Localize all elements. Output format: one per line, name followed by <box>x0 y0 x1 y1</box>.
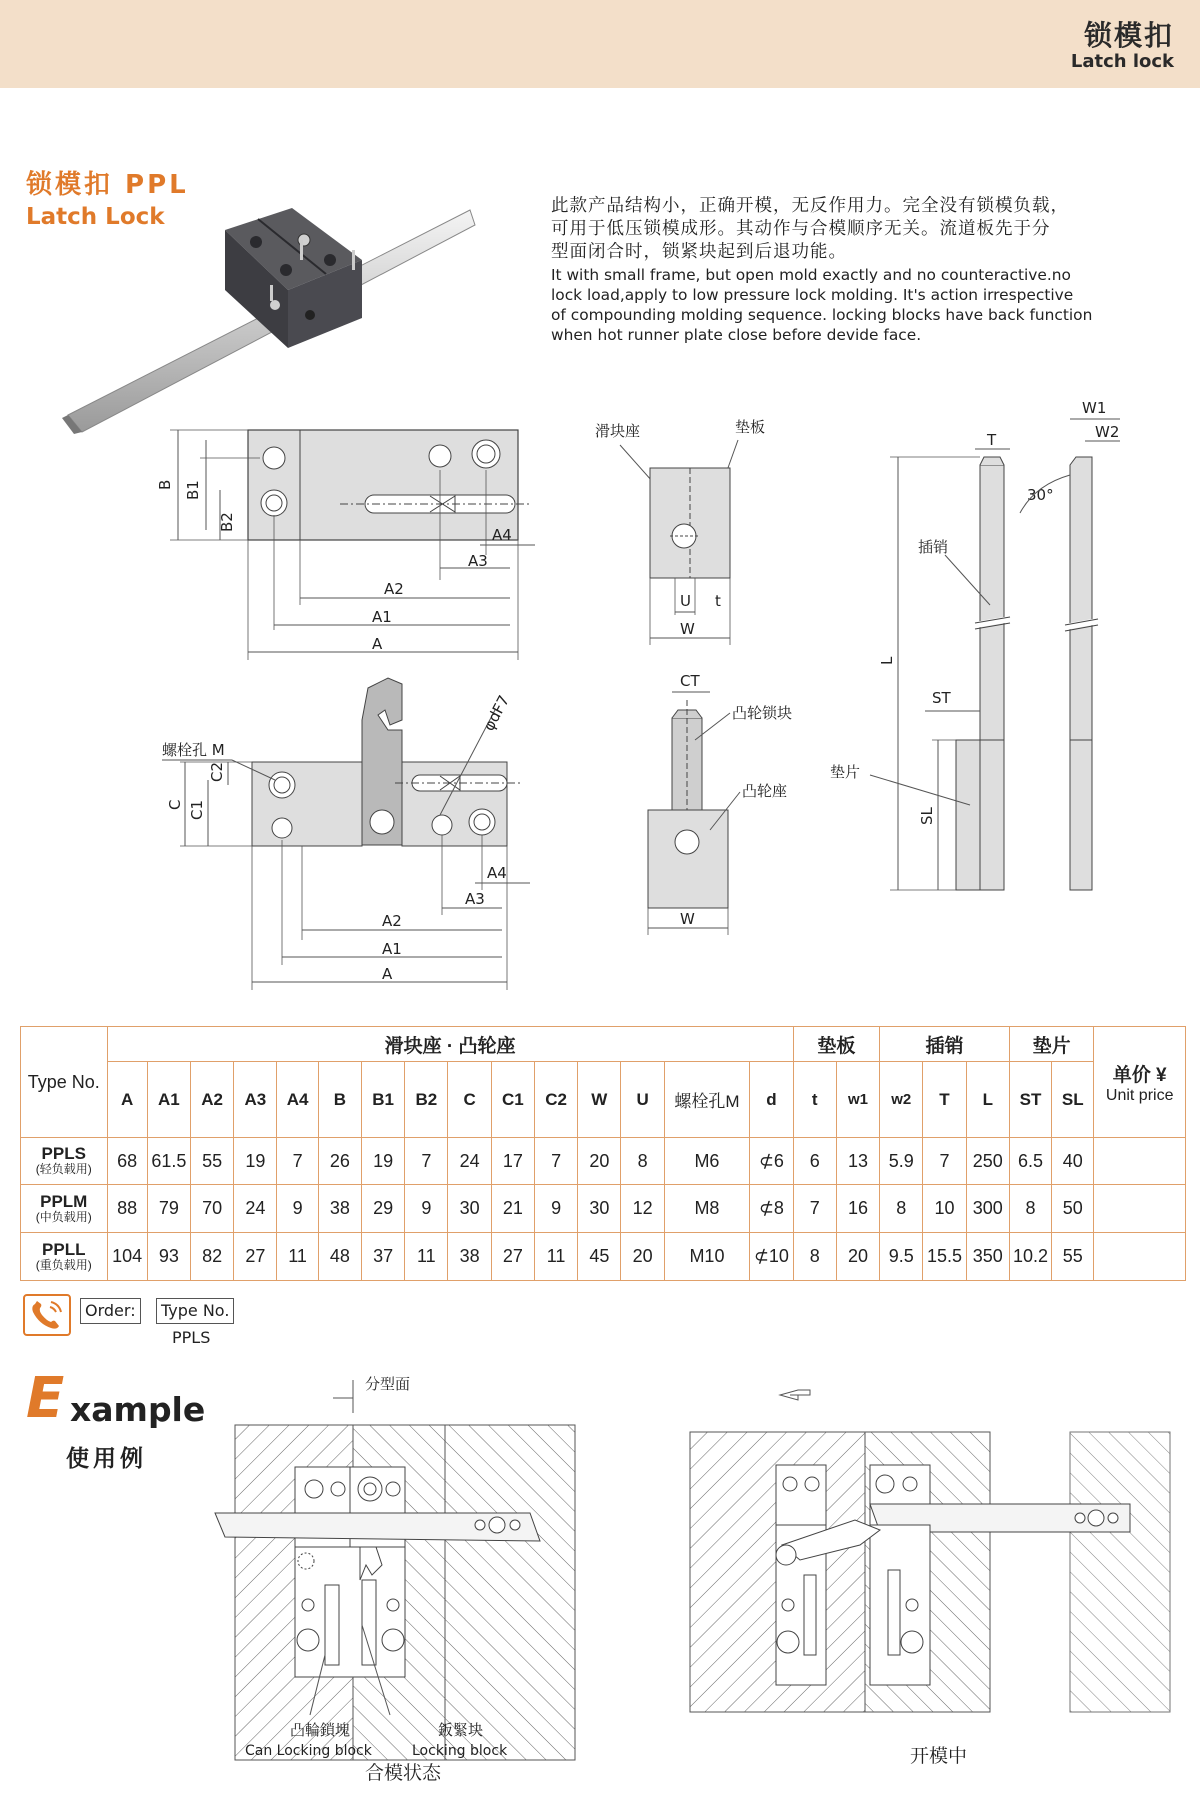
table-cell: 9.5 <box>880 1233 923 1281</box>
dim-label-SL: SL <box>918 807 936 825</box>
table-cell: M8 <box>664 1185 749 1233</box>
parting-face-label: 分型面 <box>365 1375 411 1393</box>
table-cell: 7 <box>923 1138 966 1185</box>
column-header: W <box>578 1062 621 1138</box>
table-cell: 11 <box>534 1233 577 1281</box>
dim-label-W: W <box>680 910 695 928</box>
table-cell: 13 <box>836 1138 879 1185</box>
table-cell: 82 <box>190 1233 233 1281</box>
group-slide-cam: 滑块座 · 凸轮座 <box>107 1027 793 1062</box>
column-header: B1 <box>361 1062 404 1138</box>
cam-block-cn: 凸輪鎖塊 <box>290 1721 351 1739</box>
table-cell: 8 <box>1009 1185 1051 1233</box>
table-cell: 68 <box>107 1138 147 1185</box>
column-header: w1 <box>836 1062 879 1138</box>
angle-label: 30° <box>1027 486 1054 504</box>
table-cell: 19 <box>361 1138 404 1185</box>
dim-label-A: A <box>382 965 393 983</box>
column-header: C1 <box>491 1062 534 1138</box>
lock-block-cn: 鈑緊块 <box>438 1721 484 1739</box>
example-letter: E <box>26 1366 65 1431</box>
table-cell: 37 <box>361 1233 404 1281</box>
table-cell: 9 <box>534 1185 577 1233</box>
dim-label-C1: C1 <box>188 799 206 820</box>
table-cell: 40 <box>1052 1138 1094 1185</box>
column-header: L <box>966 1062 1009 1138</box>
table-cell: 7 <box>405 1138 448 1185</box>
table-cell: 30 <box>448 1185 491 1233</box>
header-title-cn: 锁模扣 <box>1083 19 1174 52</box>
dim-label-A2: A2 <box>382 912 402 930</box>
table-cell: 104 <box>107 1233 147 1281</box>
product-title-cn: 锁模扣 PPL <box>26 170 189 200</box>
column-header: C <box>448 1062 491 1138</box>
table-cell: 8 <box>793 1233 836 1281</box>
table-cell: 29 <box>361 1185 404 1233</box>
phone-icon <box>23 1294 71 1336</box>
dim-label-A1: A1 <box>372 608 392 626</box>
dim-label-B1: B1 <box>184 480 202 500</box>
description-en-line: lock load,apply to low pressure lock molding. It's action irrespective <box>551 286 1074 304</box>
table-cell: 7 <box>534 1138 577 1185</box>
order-type-label: Type No. <box>156 1298 234 1324</box>
header-band <box>0 0 1200 88</box>
table-cell: 20 <box>578 1138 621 1185</box>
description-en-line: of compounding molding sequence. locking blocks have back function <box>551 306 1093 324</box>
table-cell: 5.9 <box>880 1138 923 1185</box>
table-cell: 55 <box>190 1138 233 1185</box>
column-header: A4 <box>277 1062 318 1138</box>
table-row <box>21 1185 1186 1233</box>
type-no-header: Type No. <box>21 1027 108 1138</box>
table-cell: 55 <box>1052 1233 1094 1281</box>
table-cell: 9 <box>405 1185 448 1233</box>
column-header: SL <box>1052 1062 1094 1138</box>
column-header: A3 <box>234 1062 277 1138</box>
column-header: B <box>318 1062 361 1138</box>
unit-price-cell <box>1094 1185 1186 1233</box>
type-name: PPLS <box>41 1144 86 1163</box>
table-cell: 24 <box>448 1138 491 1185</box>
column-header: w2 <box>880 1062 923 1138</box>
table-cell: 11 <box>405 1233 448 1281</box>
lock-block-en: Locking block <box>412 1743 508 1759</box>
table-cell: 7 <box>793 1185 836 1233</box>
column-header: A1 <box>147 1062 190 1138</box>
dim-label-A1: A1 <box>382 940 402 958</box>
dim-label-ST: ST <box>932 689 951 707</box>
type-name: PPLM <box>40 1191 88 1211</box>
column-header: T <box>923 1062 966 1138</box>
column-header: A <box>107 1062 147 1138</box>
table-cell: 20 <box>836 1233 879 1281</box>
description-cn-line: 型面闭合时，锁紧块起到后退功能。 <box>551 242 847 262</box>
dim-label-A2: A2 <box>384 580 404 598</box>
example-opening-drawing <box>680 1380 1180 1780</box>
column-header: ST <box>1009 1062 1051 1138</box>
column-header: d <box>750 1062 793 1138</box>
example-title-cn: 使用例 <box>66 1446 147 1472</box>
table-cell: 8 <box>621 1138 664 1185</box>
product-title-en: Latch Lock <box>26 204 165 230</box>
group-pin: 插销 <box>880 1027 1010 1062</box>
table-cell: 50 <box>1052 1185 1094 1233</box>
table-cell: 26 <box>318 1138 361 1185</box>
dim-label-A3: A3 <box>465 890 485 908</box>
type-load: (重负载用) <box>35 1257 92 1272</box>
dim-label-W2: W2 <box>1095 423 1120 441</box>
slide-seat-drawing <box>140 420 560 670</box>
header-title-en: Latch lock <box>1070 51 1174 72</box>
table-cell: 38 <box>318 1185 361 1233</box>
pin-label: 插销 <box>918 538 949 556</box>
dim-label-B: B <box>156 479 174 490</box>
table-cell: 17 <box>491 1138 534 1185</box>
table-cell: 48 <box>318 1233 361 1281</box>
dim-label-CT: CT <box>680 672 700 690</box>
table-cell: 15.5 <box>923 1233 966 1281</box>
table-cell: 12 <box>621 1185 664 1233</box>
description-cn-line: 可用于低压锁模成形。其动作与合模顺序无关。流道板先于分 <box>551 219 1051 239</box>
table-cell: 27 <box>234 1233 277 1281</box>
product-photo <box>60 200 480 440</box>
cam-seat-label: 凸轮座 <box>742 782 788 800</box>
cam-lock-label: 凸轮锁块 <box>732 704 793 722</box>
table-cell: 21 <box>491 1185 534 1233</box>
group-shim: 垫片 <box>1009 1027 1093 1062</box>
cam-seat-drawing <box>140 670 560 1000</box>
table-cell: 88 <box>107 1185 147 1233</box>
side-views-drawing <box>580 410 810 930</box>
column-header: C2 <box>534 1062 577 1138</box>
column-header: B2 <box>405 1062 448 1138</box>
table-cell: 38 <box>448 1233 491 1281</box>
pin-shim-drawing <box>820 395 1150 915</box>
table-row <box>21 1233 1186 1281</box>
dim-label-L: L <box>878 656 896 665</box>
shim-label: 垫片 <box>830 763 861 781</box>
type-cell <box>21 1138 108 1185</box>
table-cell: ⊄6 <box>750 1138 793 1185</box>
bolt-hole-label: 螺栓孔 M <box>162 741 225 759</box>
cam-block-en: Can Locking block <box>245 1743 372 1759</box>
table-cell: 19 <box>234 1138 277 1185</box>
table-cell: 24 <box>234 1185 277 1233</box>
opening-caption: 开模中 <box>910 1745 968 1767</box>
description-en-line: when hot runner plate close before devide face. <box>551 326 922 344</box>
group-pad: 垫板 <box>793 1027 880 1062</box>
type-name: PPLL <box>42 1239 86 1259</box>
closed-caption: 合模状态 <box>365 1762 442 1784</box>
table-cell: 250 <box>966 1138 1009 1185</box>
dim-label-A4: A4 <box>492 526 512 544</box>
table-cell: 6 <box>793 1138 836 1185</box>
column-header: A2 <box>190 1062 233 1138</box>
table-cell: 30 <box>578 1185 621 1233</box>
table-cell: 79 <box>147 1185 190 1233</box>
dim-label-A4: A4 <box>487 864 507 882</box>
column-header: 螺栓孔M <box>664 1062 749 1138</box>
table-cell: 27 <box>491 1233 534 1281</box>
type-load: (中负载用) <box>35 1209 92 1224</box>
dim-label-W1: W1 <box>1082 399 1107 417</box>
description-en-line: It with small frame, but open mold exactly and no counteractive.no <box>551 266 1071 284</box>
unit-price-header: 单价 ¥ Unit price <box>1094 1027 1186 1138</box>
table-cell: 61.5 <box>147 1138 190 1185</box>
slide-seat-label: 滑块座 <box>595 422 641 440</box>
pad-label: 垫板 <box>735 418 766 436</box>
unit-price-cell <box>1094 1138 1186 1185</box>
table-cell: ⊄10 <box>750 1233 793 1281</box>
table-cell: 10 <box>923 1185 966 1233</box>
table-row <box>21 1138 1186 1185</box>
dim-label-T: T <box>987 431 997 449</box>
spec-table <box>20 1026 1186 1281</box>
table-cell: 20 <box>621 1233 664 1281</box>
table-cell: 300 <box>966 1185 1009 1233</box>
example-word: xample <box>70 1390 206 1429</box>
table-cell: 70 <box>190 1185 233 1233</box>
dim-label-B2: B2 <box>218 512 236 532</box>
table-cell: M6 <box>664 1138 749 1185</box>
table-cell: 8 <box>880 1185 923 1233</box>
table-cell: 45 <box>578 1233 621 1281</box>
column-header: U <box>621 1062 664 1138</box>
order-example: PPLS <box>172 1328 211 1347</box>
column-header: t <box>793 1062 836 1138</box>
dim-label-U: U <box>680 592 691 610</box>
table-cell: M10 <box>664 1233 749 1281</box>
description-cn-line: 此款产品结构小，正确开模，无反作用力。完全没有锁模负载， <box>551 196 1069 216</box>
order-label: Order: <box>80 1298 141 1324</box>
unit-price-cell <box>1094 1233 1186 1281</box>
type-cell <box>21 1185 108 1233</box>
table-cell: 9 <box>277 1185 318 1233</box>
dim-label-C: C <box>166 799 184 810</box>
table-cell: 11 <box>277 1233 318 1281</box>
dim-label-A: A <box>372 635 383 653</box>
table-cell: 7 <box>277 1138 318 1185</box>
table-cell: 16 <box>836 1185 879 1233</box>
table-cell: 350 <box>966 1233 1009 1281</box>
table-cell: 6.5 <box>1009 1138 1051 1185</box>
table-cell: 10.2 <box>1009 1233 1051 1281</box>
dim-label-A3: A3 <box>468 552 488 570</box>
table-cell: 93 <box>147 1233 190 1281</box>
dim-label-W: W <box>680 620 695 638</box>
example-closed-drawing <box>230 1365 590 1785</box>
type-load: (轻负载用) <box>35 1162 92 1176</box>
dim-label-C2: C2 <box>208 761 226 782</box>
table-cell: ⊄8 <box>750 1185 793 1233</box>
dim-label-t: t <box>715 592 721 610</box>
dim-label-dF7: φdF7 <box>479 692 514 734</box>
type-cell <box>21 1233 108 1281</box>
